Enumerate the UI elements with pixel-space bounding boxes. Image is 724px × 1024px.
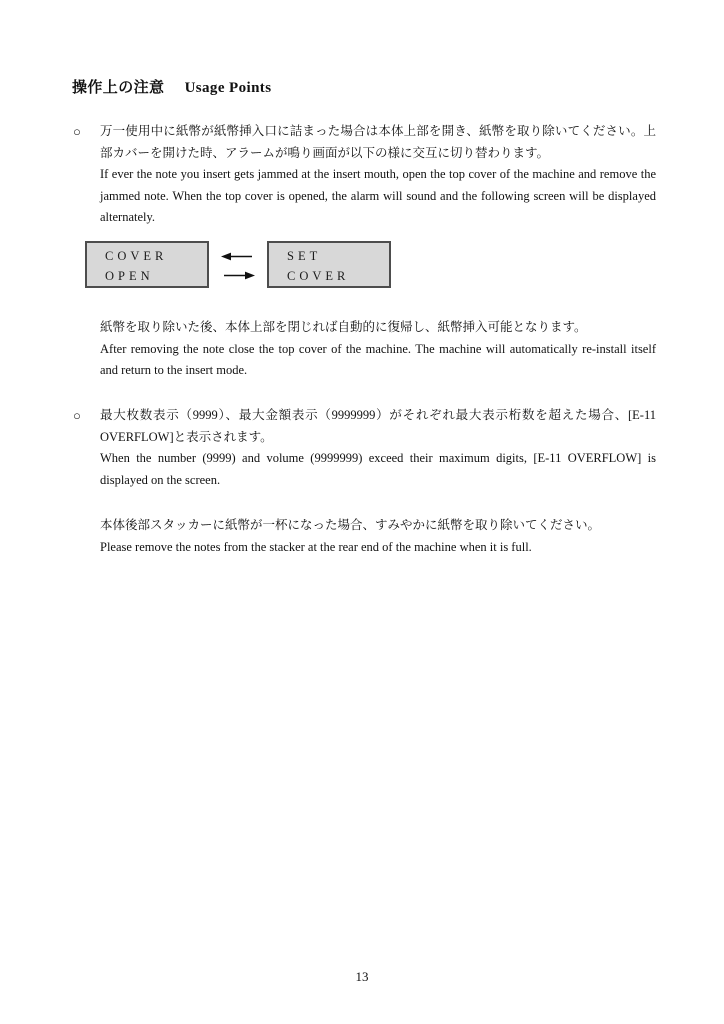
lcd-line-open: OPEN <box>105 268 154 283</box>
jam-notice-text-jp: 万一使用中に紙幣が紙幣挿入口に詰まった場合は本体上部を開き、紙幣を取り除いてください。上部カバーを開けた時、アラームが鳴り画面が以下の様に交互に切り替わります。 <box>100 124 656 160</box>
jam-notice-text-en: If ever the note you insert gets jammed at the insert mouth, open the top cover of the machine and remove the jammed note. When the top cover is opened, the alarm will sound and the following screen will be displayed alternately. <box>100 167 656 224</box>
page-title-en: Usage Points <box>184 80 272 96</box>
alternate-left-arrow-icon <box>221 252 253 261</box>
section-jam-notice <box>100 121 656 229</box>
overflow-text-en: When the number (9999) and volume (9999999) exceed their maximum digits, [E-11 OVERFLOW] is displayed on the screen. <box>100 451 656 487</box>
bullet-circle-icon: ○ <box>73 124 81 139</box>
lcd-line-set: SET <box>287 249 322 263</box>
stacker-full-text-en: Please remove the notes from the stacker at the rear end of the machine when it is full. <box>100 539 532 554</box>
section-stacker-full <box>100 515 656 558</box>
lcd-line-cover: COVER <box>287 268 350 283</box>
page-title-jp: 操作上の注意 <box>72 80 165 96</box>
page-title <box>72 76 271 97</box>
alternate-right-arrow-icon <box>223 271 255 280</box>
lcd-box-cover-open <box>85 241 209 288</box>
bullet-circle-icon: ○ <box>73 408 81 423</box>
overflow-text-jp: 最大枚数表示（9999）、最大金額表示（9999999）がそれぞれ最大表示桁数を超えた場合、[E-11 OVERFLOW]と表示されます。 <box>100 408 656 444</box>
stacker-full-text-jp: 本体後部スタッカーに紙幣が一杯になった場合、すみやかに紙幣を取り除いてください。 <box>100 518 601 532</box>
page-number: 13 <box>355 969 369 984</box>
section-after-removing <box>100 317 656 382</box>
after-removing-text-jp: 紙幣を取り除いた後、本体上部を閉じれば自動的に復帰し、紙幣挿入可能となります。 <box>100 320 587 334</box>
lcd-box-set-cover <box>267 241 391 288</box>
section-overflow <box>100 405 656 491</box>
after-removing-text-en: After removing the note close the top cover of the machine. The machine will automatically re-install itself and return to the insert mode. <box>100 341 656 377</box>
lcd-line-cover: COVER <box>105 249 168 263</box>
